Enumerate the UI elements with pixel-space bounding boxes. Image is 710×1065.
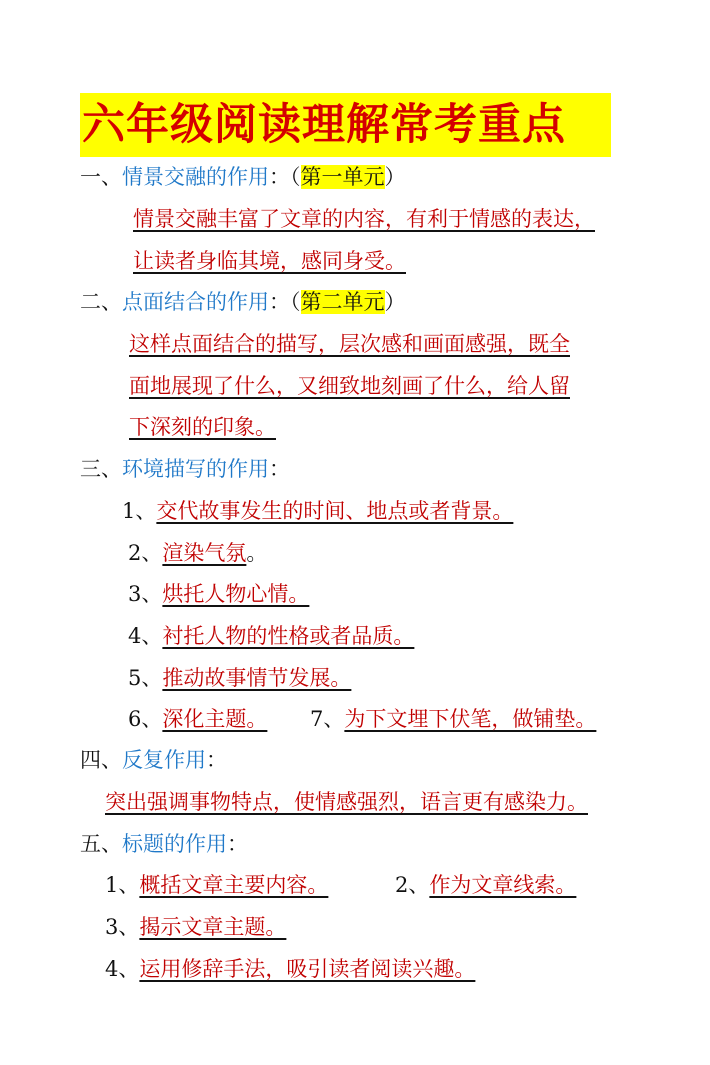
list-item: [122, 496, 513, 526]
list-item: [105, 954, 475, 984]
answer-text: 作为文章线索。: [429, 873, 577, 897]
unit-highlight: 第二单元: [300, 290, 385, 314]
list-item: [128, 621, 414, 651]
section-2-line-2: [129, 371, 570, 401]
list-item: [128, 579, 309, 609]
section-title: 环境描写的作用: [122, 457, 269, 481]
section-2-heading: [80, 287, 406, 317]
answer-text: 揭示文章主题。: [139, 915, 287, 939]
section-5-heading: [80, 829, 248, 859]
punctuation: 。: [246, 541, 268, 565]
section-number: 三、: [80, 457, 122, 481]
section-2-line-3: [129, 412, 276, 442]
list-item: [310, 704, 596, 734]
section-1-line-1: [133, 204, 595, 234]
answer-text: 突出强调事物特点，使情感强烈，语言更有感染力。: [105, 790, 588, 814]
answer-text: 面地展现了什么，又细致地刻画了什么，给人留: [129, 374, 570, 398]
item-number: 3、: [128, 582, 163, 606]
item-number: 5、: [128, 666, 163, 690]
list-item: [395, 870, 576, 900]
section-title: 情景交融的作用: [122, 165, 269, 189]
section-1-line-2: [133, 246, 406, 276]
section-number: 二、: [80, 290, 122, 314]
answer-text: 情景交融丰富了文章的内容，有利于情感的表达，: [133, 207, 595, 231]
list-item: [128, 538, 267, 568]
list-item: [128, 663, 351, 693]
item-number: 1、: [105, 873, 140, 897]
answer-text: 衬托人物的性格或者品质。: [162, 624, 415, 648]
punctuation: ）: [384, 290, 406, 314]
answer-text: 交代故事发生的时间、地点或者背景。: [156, 499, 514, 523]
list-item: [128, 704, 267, 734]
section-1-heading: [80, 162, 406, 192]
section-title: 点面结合的作用: [122, 290, 269, 314]
item-number: 4、: [128, 624, 163, 648]
section-number: 五、: [80, 832, 122, 856]
section-number: 一、: [80, 165, 122, 189]
item-number: 7、: [310, 707, 345, 731]
answer-text: 为下文埋下伏笔，做铺垫。: [344, 707, 597, 731]
punctuation: ：: [269, 457, 290, 481]
punctuation: ：（: [269, 290, 301, 314]
answer-text: 下深刻的印象。: [129, 415, 276, 439]
item-number: 2、: [395, 873, 430, 897]
section-4-heading: [80, 745, 227, 775]
item-number: 6、: [128, 707, 163, 731]
section-title: 反复作用: [122, 748, 206, 772]
answer-text: 概括文章主要内容。: [139, 873, 329, 897]
answer-text: 渲染气氛: [162, 541, 247, 565]
item-number: 3、: [105, 915, 140, 939]
item-number: 1、: [122, 499, 157, 523]
list-item: [105, 870, 328, 900]
page-title: 六年级阅读理解常考重点: [80, 93, 611, 157]
answer-text: 烘托人物心情。: [162, 582, 310, 606]
punctuation: ：: [206, 748, 227, 772]
unit-highlight: 第一单元: [300, 165, 385, 189]
item-number: 4、: [105, 957, 140, 981]
section-3-heading: [80, 454, 290, 484]
section-number: 四、: [80, 748, 122, 772]
item-number: 2、: [128, 541, 163, 565]
answer-text: 这样点面结合的描写，层次感和画面感强，既全: [129, 332, 570, 356]
section-4-line: [105, 787, 588, 817]
section-2-line-1: [129, 329, 570, 359]
answer-text: 运用修辞手法，吸引读者阅读兴趣。: [139, 957, 476, 981]
answer-text: 让读者身临其境，感同身受。: [133, 249, 406, 273]
punctuation: ：（: [269, 165, 301, 189]
list-item: [105, 912, 286, 942]
answer-text: 推动故事情节发展。: [162, 666, 352, 690]
section-title: 标题的作用: [122, 832, 227, 856]
punctuation: ）: [384, 165, 406, 189]
answer-text: 深化主题。: [162, 707, 268, 731]
punctuation: ：: [227, 832, 248, 856]
